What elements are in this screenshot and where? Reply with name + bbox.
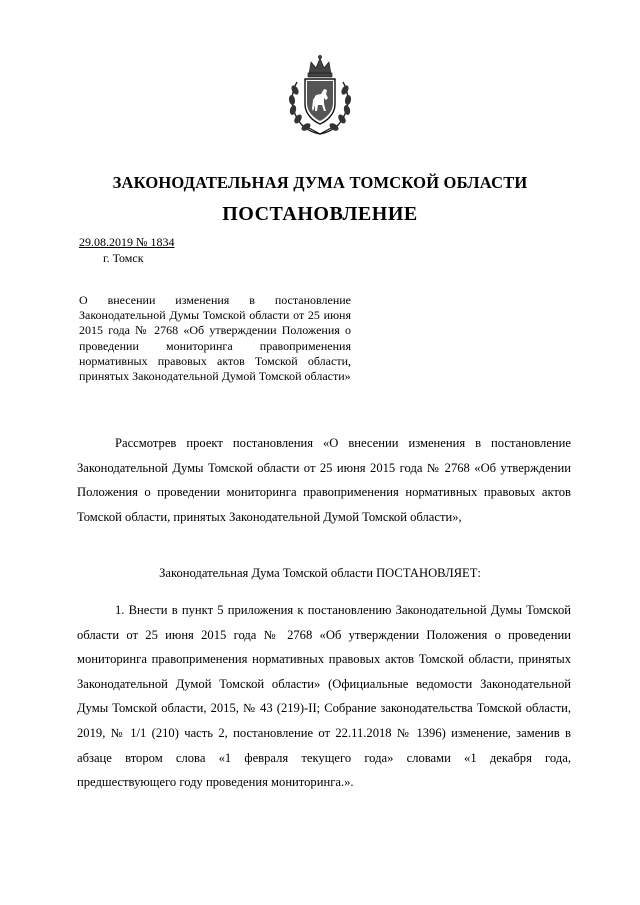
city: г. Томск (103, 251, 144, 265)
coat-of-arms-icon (287, 54, 353, 136)
preamble-paragraph: Рассмотрев проект постановления «О внесении изменения в постановление Законодательной Думы Томской области от 25 июня 2015 года № 2768 «Об утверждении Положения о проведении мониторинга правоприменения нормативных правовых актов Томской области, принятых Законодательной Думой Томской области», (77, 436, 571, 524)
organization-title: ЗАКОНОДАТЕЛЬНАЯ ДУМА ТОМСКОЙ ОБЛАСТИ (112, 173, 528, 192)
date-number: 29.08.2019 № 1834 (79, 235, 175, 249)
decree-line: Законодательная Дума Томской области ПОСТАНОВЛЯЕТ: (159, 566, 481, 580)
document-subject: О внесении изменения в постановление Законодательной Думы Томской области от 25 июня 2015 года № 2768 «Об утверждении Положения о проведении мониторинга правоприменения нормативных правовых актов Томской области, принятых Законодательной Думой Томской области» (79, 293, 351, 384)
document-type: ПОСТАНОВЛЕНИЕ (222, 203, 418, 225)
item-1-paragraph: 1. Внести в пункт 5 приложения к постановлению Законодательной Думы Томской области от 25 июня 2015 года № 2768 «Об утверждении Положения о проведении мониторинга правоприменения нормативных правовых актов Томской области, принятых Законодательной Думой Томской области» (Официальные ведомости Законодательной Думы Томской области, 2015, № 43 (219)-II; Собрание законодательства Томской области, 2019, № 1/1 (210) часть 2, постановление от 22.11.2018 № 1396) изменение, заменив в абзаце втором слова «1 февраля текущего года» словами «1 декабря года, предшествующего году проведения мониторинга.». (77, 603, 571, 790)
